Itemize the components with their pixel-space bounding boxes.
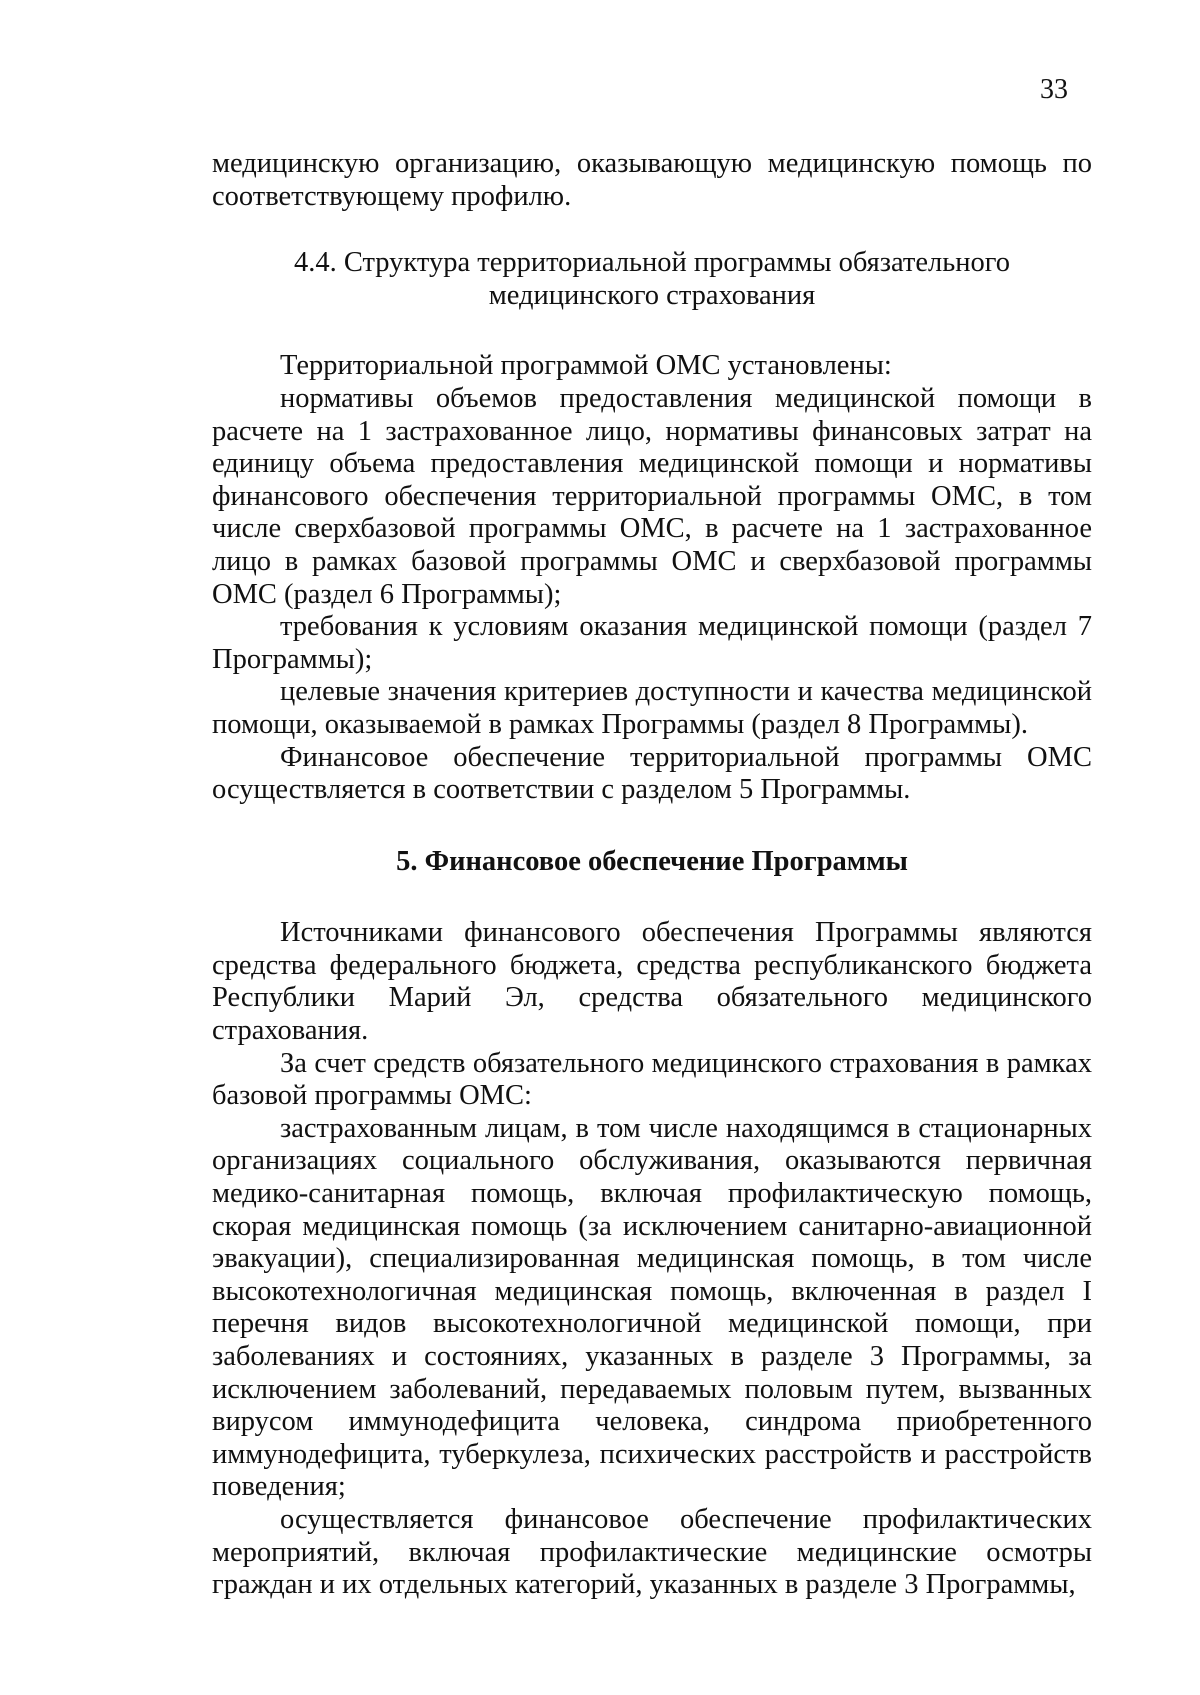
document-body [212, 148, 1092, 1602]
section-heading: 5. Финансовое обеспечение Программы [396, 845, 908, 877]
paragraph: осуществляется финансовое обеспечение профилактических мероприятий, включая профилактические медицинские осмотры граждан и их отдельных категорий, указанных в разделе 3 Программы, [212, 1503, 1092, 1601]
continued-paragraph: медицинскую организацию, оказывающую медицинскую помощь по соответствующему профилю. [212, 148, 1092, 212]
paragraph: целевые значения критериев доступности и качества медицинской помощи, оказываемой в рамках Программы (раздел 8 Программы). [212, 676, 1092, 740]
subsection-heading: 4.4. Структура территориальной программы обязательного медицинского страхования [293, 247, 1010, 311]
paragraph: Источниками финансового обеспечения Программы являются средства федерального бюджета, средства республиканского бюджета Республики Марий Эл, средства обязательного медицинского страхования. [212, 917, 1092, 1047]
paragraph: требования к условиям оказания медицинской помощи (раздел 7 Программы); [212, 611, 1092, 675]
paragraph: застрахованным лицам, в том числе находящимся в стационарных организациях социального обслуживания, оказываются первичная медико-санитарная помощь, включая профилактическую помощь, скорая медицинская помощь (за исключением санитарно-авиационной эвакуации), специализированная медицинская помощь, в том числе высокотехнологичная медицинская помощь, включенная в раздел I перечня видов высокотехнологичной медицинской помощи, при заболеваниях и состояниях, указанных в разделе 3 Программы, за исключением заболеваний, передаваемых половым путем, вызванных вирусом иммунодефицита человека, синдрома приобретенного иммунодефицита, туберкулеза, психических расстройств и расстройств поведения; [212, 1112, 1092, 1503]
paragraph: За счет средств обязательного медицинского страхования в рамках базовой программы ОМС: [212, 1047, 1092, 1112]
page-number: 33 [1040, 74, 1068, 105]
paragraph: нормативы объемов предоставления медицинской помощи в расчете на 1 застрахованное лицо, нормативы финансовых затрат на единицу объема предоставления медицинской помощи и нормативы финансового обеспечения территориальной программы ОМС, в том числе сверхбазовой программы ОМС, в расчете на 1 застрахованное лицо в рамках базовой программы ОМС и сверхбазовой программы ОМС (раздел 6 Программы); [212, 382, 1092, 610]
paragraph: Территориальной программой ОМС установлены: [280, 350, 892, 382]
paragraph: Финансовое обеспечение территориальной программы ОМС осуществляется в соответствии с разделом 5 Программы. [212, 741, 1092, 806]
